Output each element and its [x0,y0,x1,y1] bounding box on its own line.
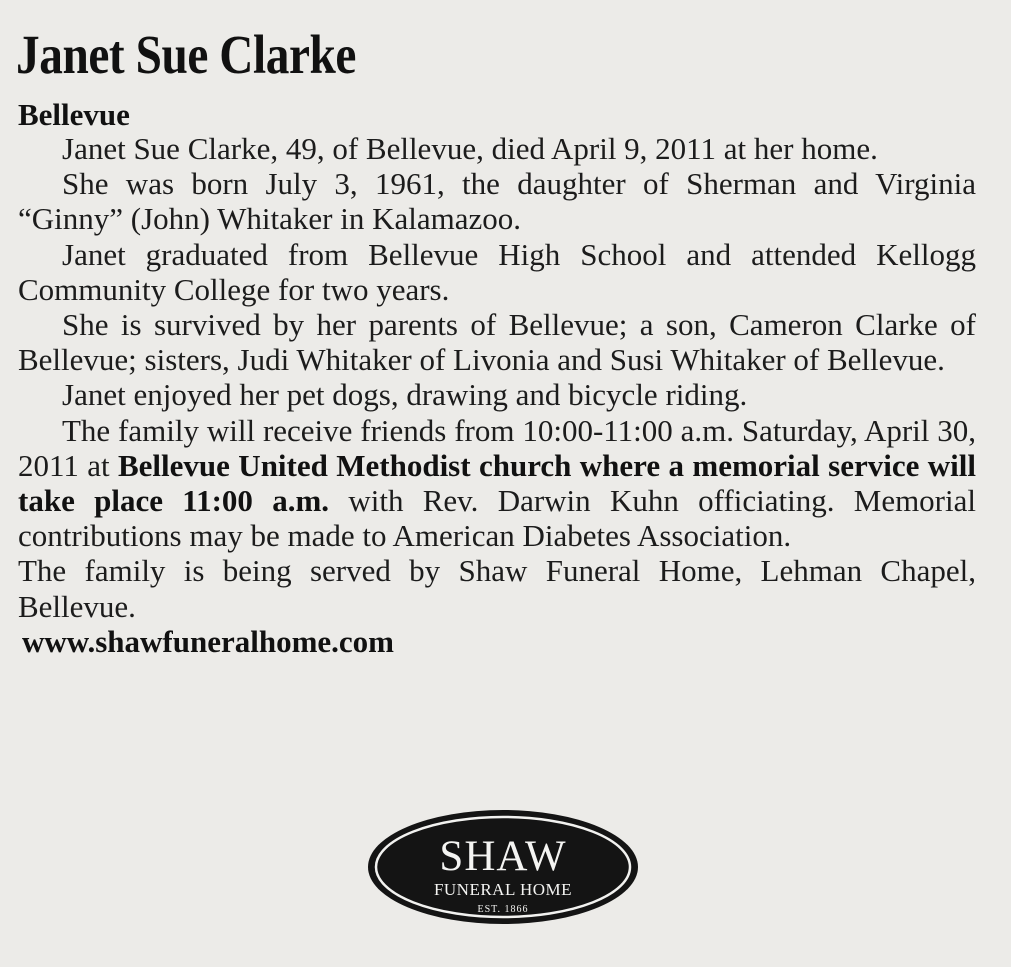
obituary-body [18,131,976,659]
logo-main-text: SHAW [439,833,567,880]
funeral-home-website-link[interactable]: www.shawfuneralhome.com [22,623,394,659]
obituary-paragraph-funeral-home: The family is being served by Shaw Funeral Home, Lehman Chapel, Bellevue. [18,553,976,624]
obituary-paragraph-birth: She was born July 3, 1961, the daughter of Sherman and Virginia “Ginny” (John) Whitaker in Kalamazoo. [18,166,976,237]
obituary-paragraph-service [18,413,976,554]
logo-sub-text: FUNERAL HOME [433,880,573,899]
obituary-paragraph-survivors: She is survived by her parents of Bellevue; a son, Cameron Clarke of Bellevue; sisters, Judi Whitaker of Livonia and Susi Whitaker of Bellevue. [18,307,976,378]
obituary-paragraph-death: Janet Sue Clarke, 49, of Bellevue, died April 9, 2011 at her home. [62,131,878,166]
obituary-name: Janet Sue Clarke [16,24,356,85]
obituary-paragraph-hobbies: Janet enjoyed her pet dogs, drawing and bicycle riding. [62,377,748,413]
shaw-funeral-home-logo [366,808,640,926]
service-text-bold: Bellevue United Methodist church where a memorial service will take place 11:00 a.m. [18,447,976,519]
logo-est-text: EST. 1866 [477,904,529,915]
obituary-paragraph-education: Janet graduated from Bellevue High School and attended Kellogg Community College for two years. [18,236,976,307]
service-text-start: The family will receive friends from 10:00-11:00 a.m. Saturday, April 30, 2011 at [18,412,976,483]
obituary-city: Bellevue [18,97,130,132]
service-text-end: with Rev. Darwin Kuhn officiating. Memorial contributions may be made to American Diabetes Association. [18,483,976,554]
